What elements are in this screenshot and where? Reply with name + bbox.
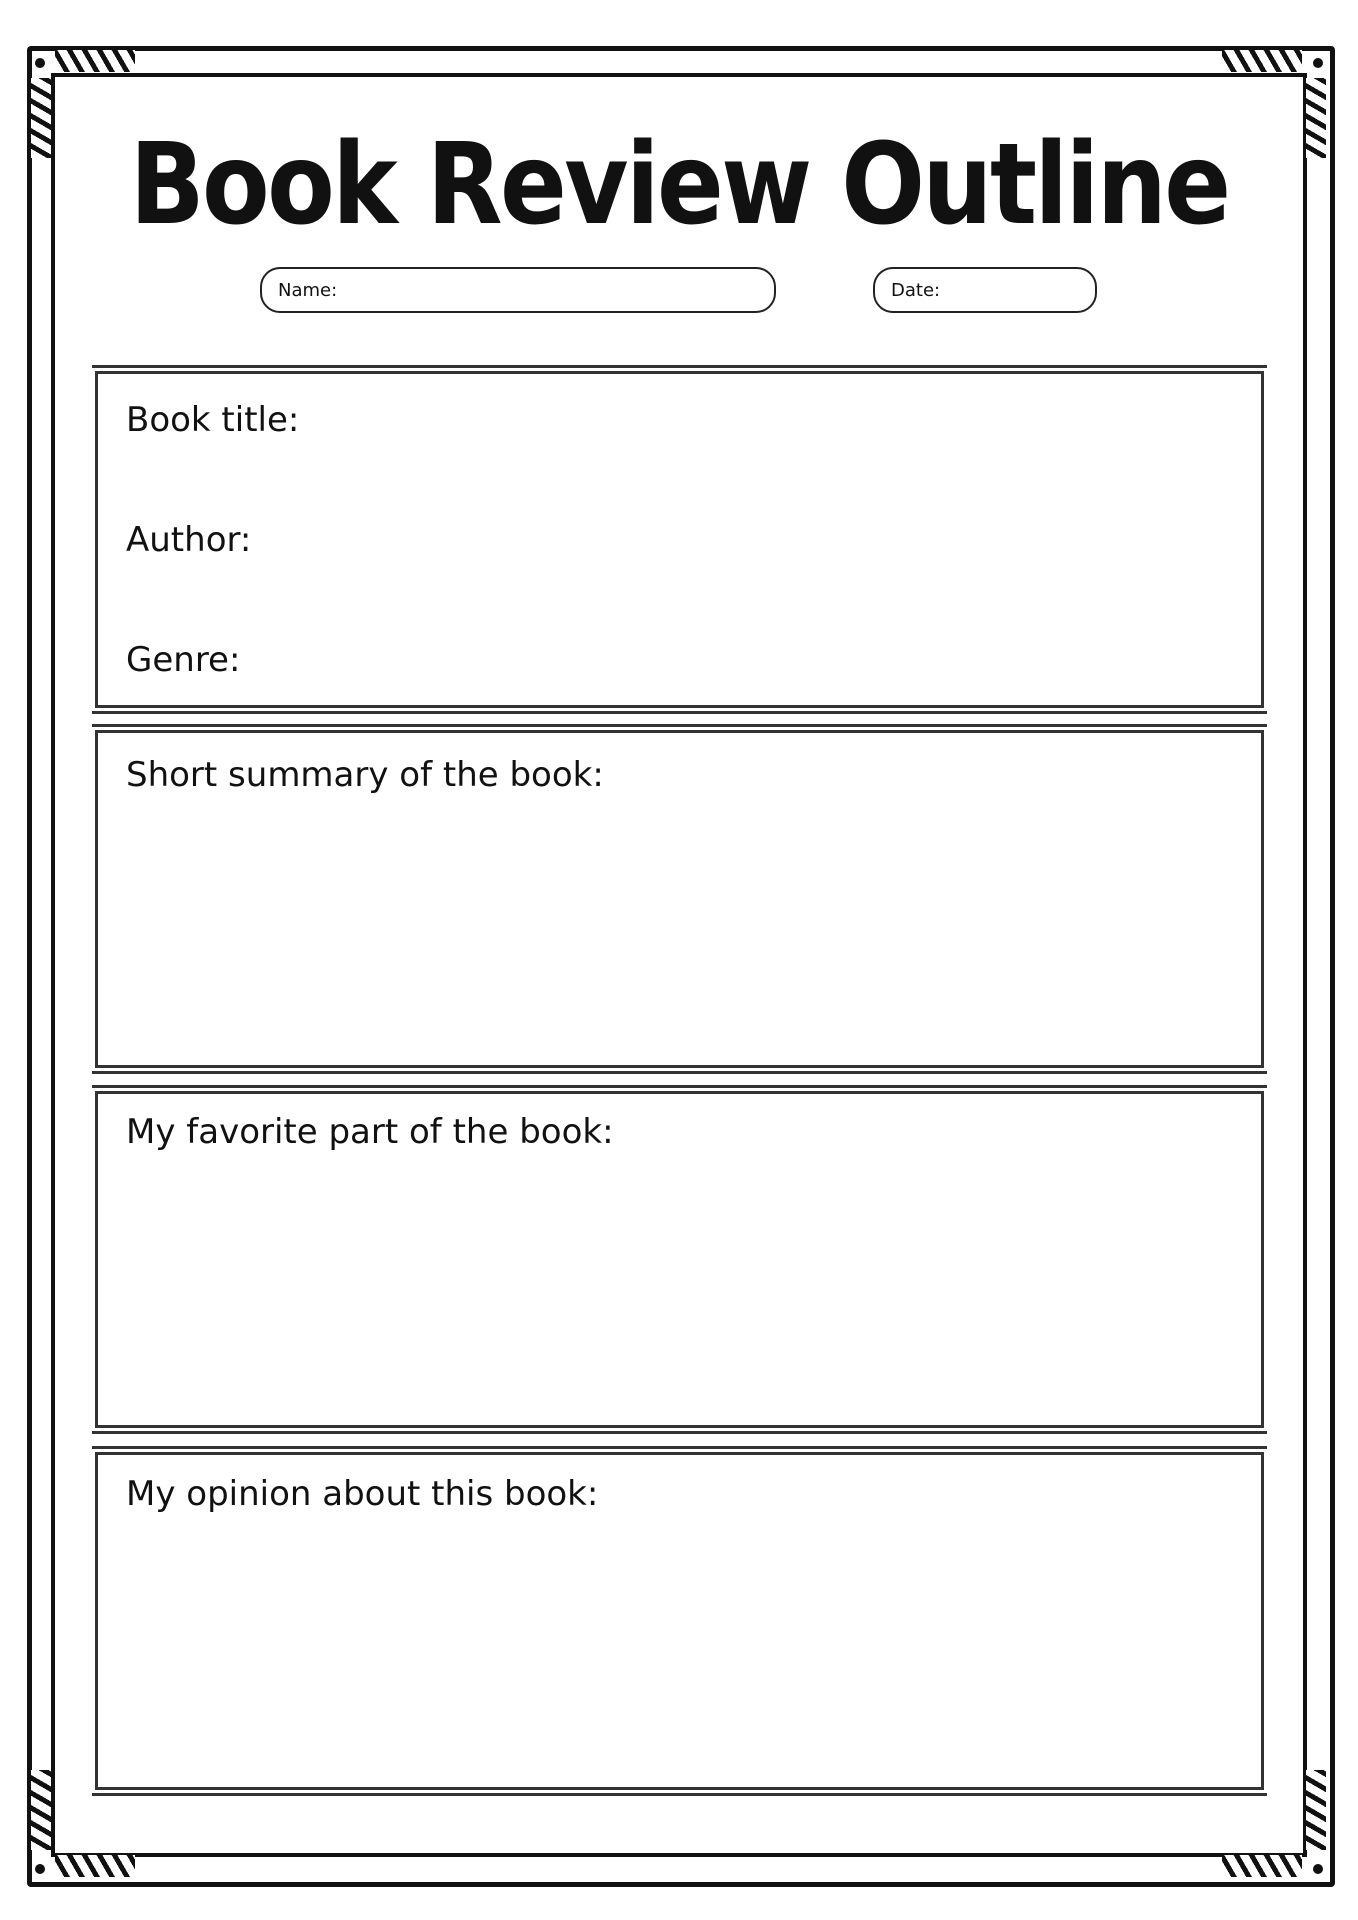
corner-decoration: [55, 1855, 135, 1877]
name-field[interactable]: [260, 267, 776, 313]
book-info-section[interactable]: [95, 371, 1264, 708]
book-title-label: Book title:: [126, 400, 300, 440]
corner-decoration: [55, 50, 135, 72]
summary-label: Short summary of the book:: [126, 755, 604, 795]
date-field[interactable]: [873, 267, 1097, 313]
corner-decoration: [31, 1770, 51, 1850]
corner-decoration: [1306, 1770, 1326, 1850]
corner-decoration: [1222, 1855, 1302, 1877]
genre-label: Genre:: [126, 640, 241, 680]
opinion-section[interactable]: [95, 1452, 1264, 1790]
summary-section[interactable]: [95, 730, 1264, 1068]
author-label: Author:: [126, 520, 252, 560]
corner-decoration: [1222, 50, 1302, 72]
date-label: Date:: [891, 280, 941, 301]
corner-decoration: [1306, 78, 1326, 158]
name-label: Name:: [278, 280, 338, 301]
favorite-part-section[interactable]: [95, 1091, 1264, 1428]
corner-dot: [1313, 58, 1323, 68]
page-title: Book Review Outline: [129, 120, 1229, 250]
corner-dot: [35, 58, 45, 68]
opinion-label: My opinion about this book:: [126, 1474, 599, 1514]
favorite-part-label: My favorite part of the book:: [126, 1112, 614, 1152]
corner-decoration: [31, 78, 51, 158]
corner-dot: [1313, 1864, 1323, 1874]
corner-dot: [35, 1864, 45, 1874]
